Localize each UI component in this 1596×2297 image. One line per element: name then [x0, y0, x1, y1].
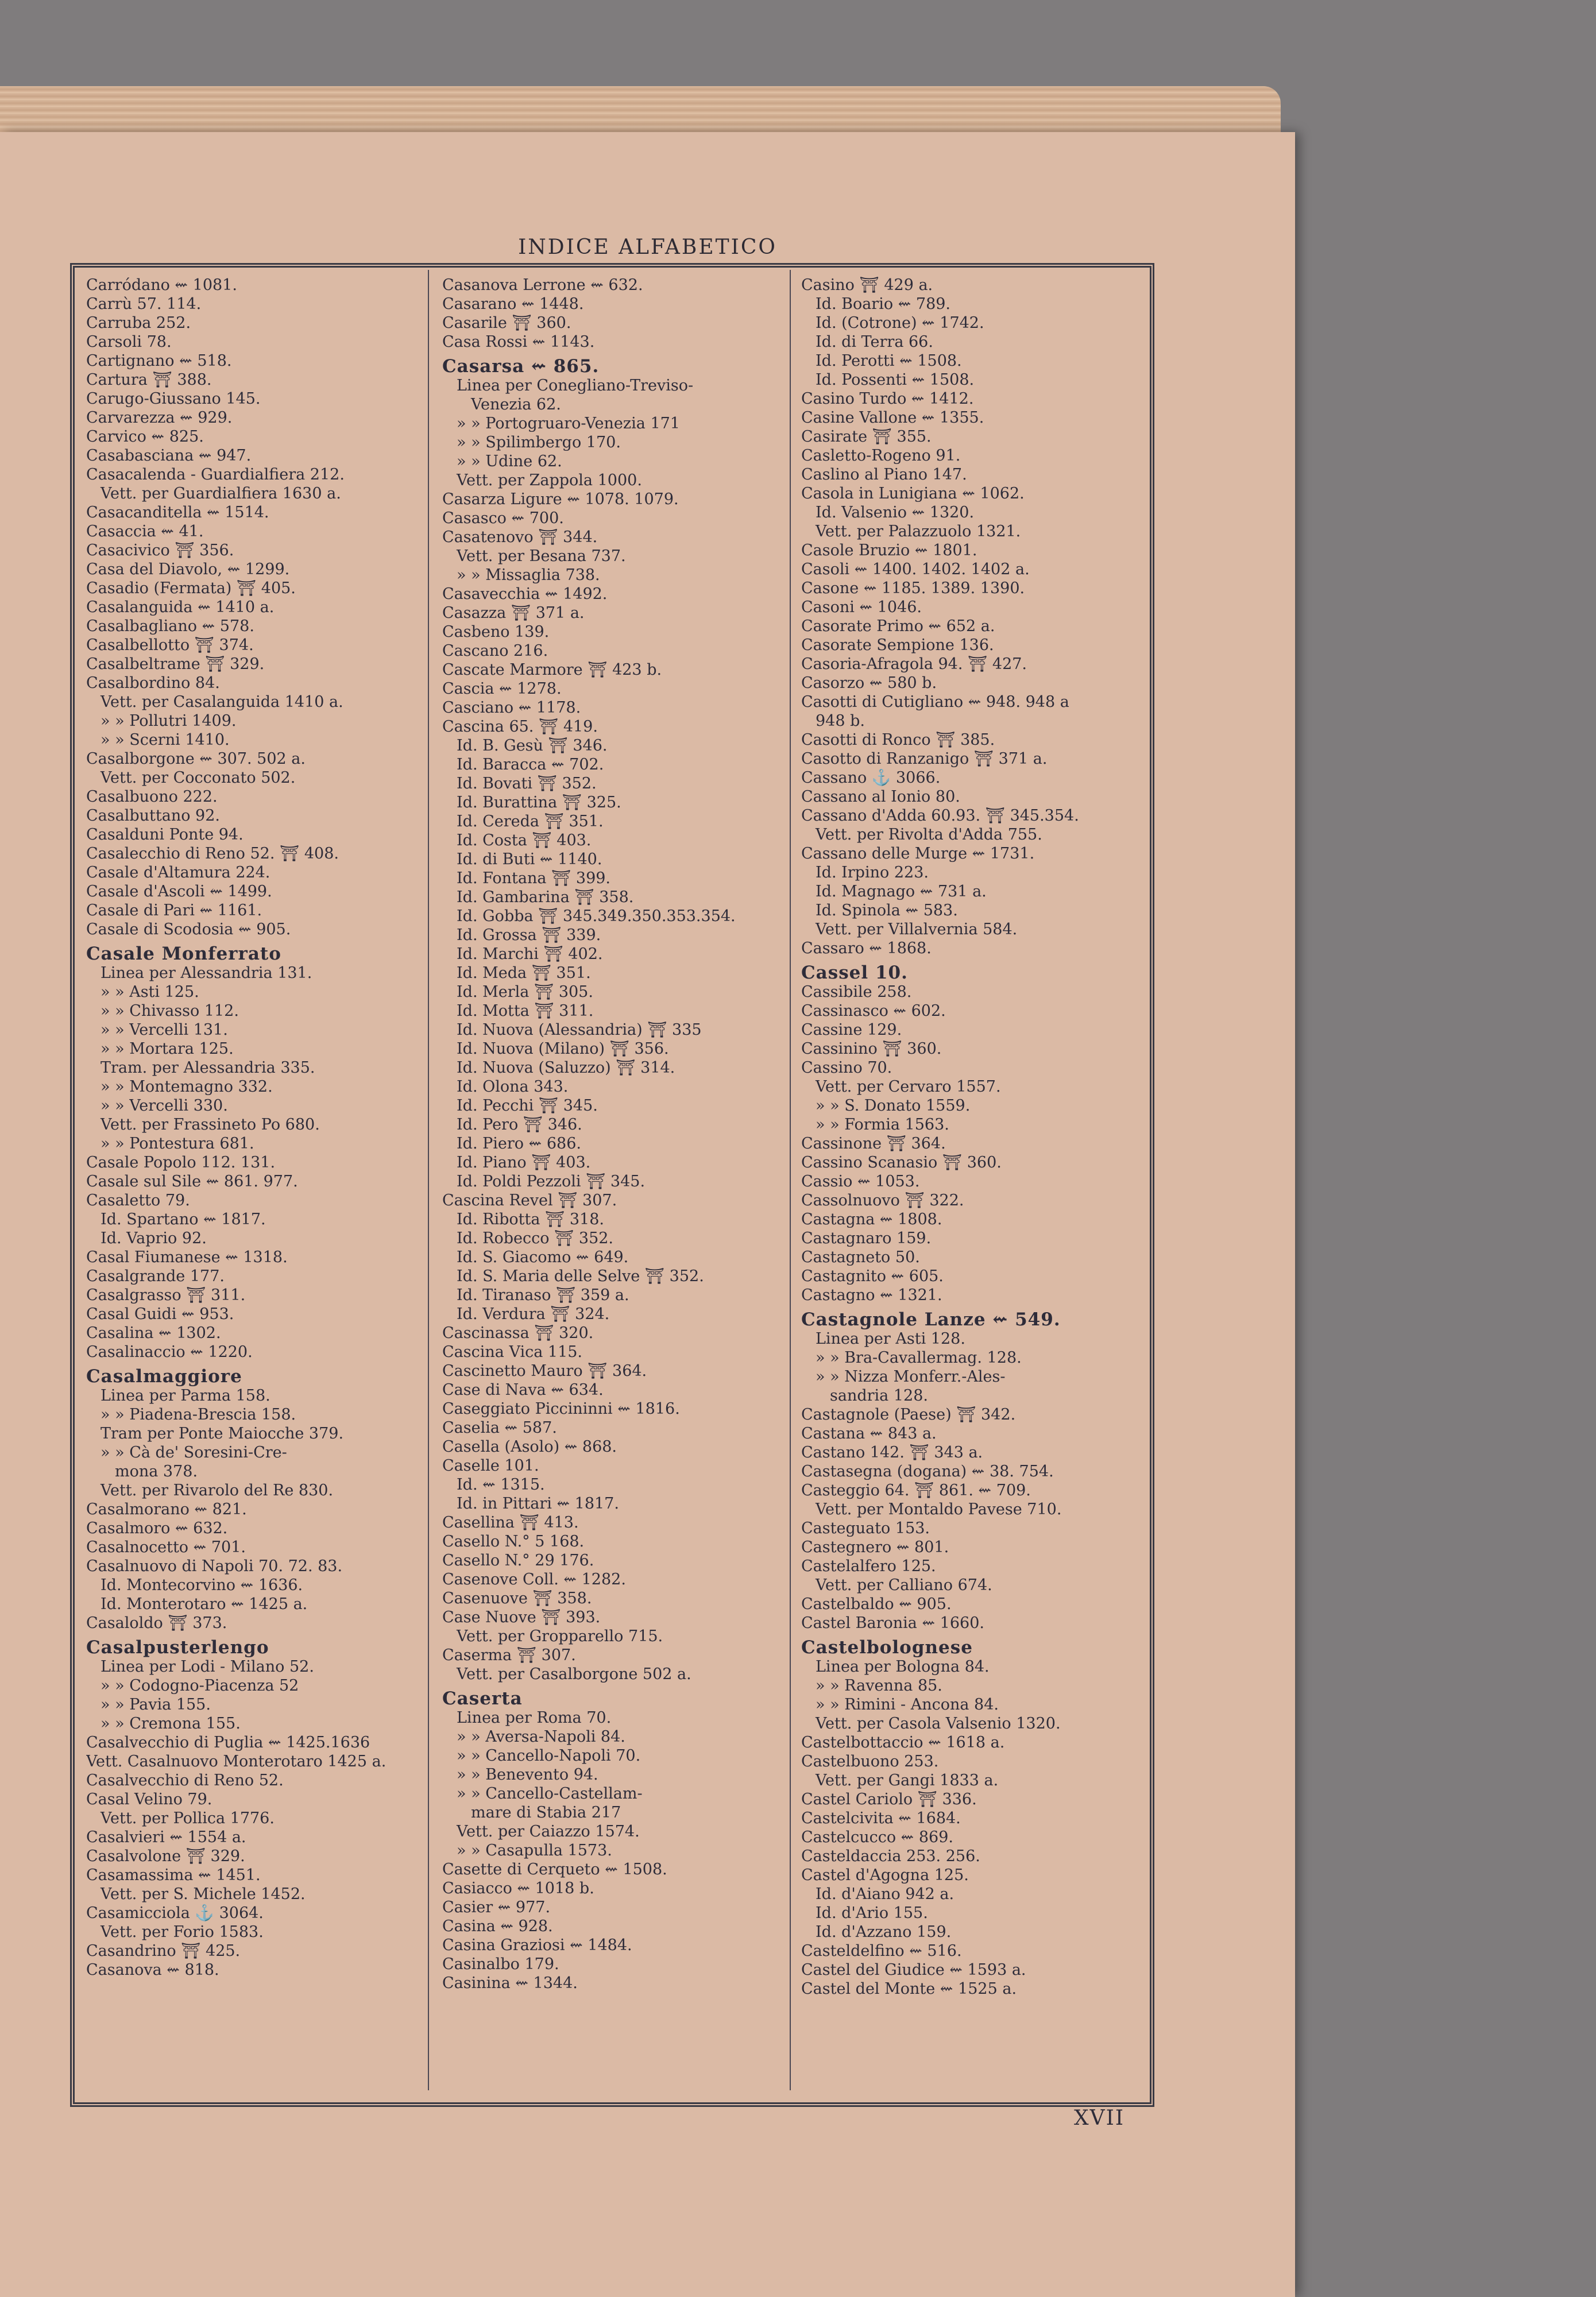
index-entry: Cassolnuovo ⛩ 322. [801, 1192, 964, 1209]
index-entry: » » Spilimbergo 170. [457, 434, 621, 451]
index-entry: Vett. per Cocconato 502. [101, 769, 296, 787]
index-entry: Casa del Diavolo, ⇜ 1299. [86, 560, 290, 578]
index-entry: Id. Meda ⛩ 351. [457, 964, 591, 982]
index-entry: » » Scerni 1410. [101, 731, 230, 749]
index-entry: Id. Cereda ⛩ 351. [457, 813, 604, 830]
index-entry: Carvico ⇜ 825. [86, 428, 204, 446]
index-entry: Casoli ⇜ 1400. 1402. 1402 a. [801, 560, 1030, 578]
index-entry: Cascinassa ⛩ 320. [442, 1324, 594, 1342]
index-entry: Casacalenda - Guardialfiera 212. [86, 466, 345, 484]
index-column-2 [442, 276, 787, 2085]
index-entry: Casanova Lerrone ⇜ 632. [442, 276, 643, 294]
index-entry: Vett. per Besana 737. [457, 547, 626, 565]
index-entry: Casello N.° 5 168. [442, 1533, 585, 1550]
index-entry: Casteguato 153. [801, 1519, 930, 1537]
index-entry: Casteldelfino ⇜ 516. [801, 1942, 962, 1960]
index-entry: Casiacco ⇜ 1018 b. [442, 1880, 594, 1897]
index-entry: Castegnero ⇜ 801. [801, 1538, 949, 1556]
index-entry: Casarza Ligure ⇜ 1078. 1079. [442, 490, 679, 508]
index-entry: Casalborgone ⇜ 307. 502 a. [86, 750, 306, 768]
index-entry: Carsoli 78. [86, 333, 172, 351]
index-entry: Id. Possenti ⇜ 1508. [816, 371, 975, 389]
index-entry: Casalanguida ⇜ 1410 a. [86, 598, 275, 616]
index-entry: Casalbellotto ⛩ 374. [86, 636, 254, 654]
index-heading: Casale Monferrato [86, 945, 281, 964]
index-entry: Castel d'Agogna 125. [801, 1866, 969, 1884]
index-entry: Castagnole (Paese) ⛩ 342. [801, 1406, 1016, 1424]
index-entry: Casaccia ⇜ 41. [86, 523, 204, 540]
index-entry: » » Aversa-Napoli 84. [457, 1728, 625, 1746]
index-entry: Vett. per Zappola 1000. [457, 471, 642, 489]
index-entry: Castagnaro 159. [801, 1229, 932, 1247]
index-entry: Cassio ⇜ 1053. [801, 1173, 920, 1190]
index-entry: Casalnuovo di Napoli 70. 72. 83. [86, 1557, 343, 1575]
index-entry: Casletto-Rogeno 91. [801, 447, 961, 465]
index-entry: Caselle 101. [442, 1457, 539, 1475]
index-entry: Id. (Cotrone) ⇜ 1742. [816, 314, 984, 332]
index-entry: Id. Marchi ⛩ 402. [457, 945, 603, 963]
index-entry: Casella (Asolo) ⇜ 868. [442, 1438, 617, 1456]
index-entry: Casalduni Ponte 94. [86, 826, 244, 844]
index-entry: Casoria-Afragola 94. ⛩ 427. [801, 655, 1027, 673]
index-entry: Casteldaccia 253. 256. [801, 1847, 980, 1865]
index-entry: Carrù 57. 114. [86, 295, 202, 313]
index-entry: Carvarezza ⇜ 929. [86, 409, 233, 427]
index-entry: » » Casapulla 1573. [457, 1842, 612, 1859]
index-entry: Id. Spartano ⇜ 1817. [101, 1211, 266, 1228]
index-entry: Cascina Revel ⛩ 307. [442, 1192, 617, 1209]
index-entry: Vett. per Caiazzo 1574. [457, 1823, 640, 1840]
index-entry: Vett. per Pollica 1776. [101, 1809, 275, 1827]
index-entry: Linea per Parma 158. [101, 1387, 270, 1405]
index-entry: Casalvieri ⇜ 1554 a. [86, 1828, 246, 1846]
index-entry: Cascano 216. [442, 642, 548, 660]
index-entry: Id. Irpino 223. [816, 864, 929, 881]
index-heading: Castelbolognese [801, 1638, 973, 1657]
index-entry: Casinina ⇜ 1344. [442, 1974, 578, 1992]
index-column-3 [801, 276, 1146, 2085]
index-entry: Id. Pecchi ⛩ 345. [457, 1097, 598, 1115]
index-entry: Casalecchio di Reno 52. ⛩ 408. [86, 845, 339, 863]
index-entry: Id. Poldi Pezzoli ⛩ 345. [457, 1173, 646, 1190]
index-entry: Casalbuttano 92. [86, 807, 220, 825]
index-entry: Casola in Lunigiana ⇜ 1062. [801, 485, 1025, 502]
index-entry: » » Formia 1563. [816, 1116, 949, 1134]
index-entry: » » Portogruaro-Venezia 171 [457, 415, 680, 432]
index-entry: Vett. per Villalvernia 584. [816, 921, 1018, 938]
index-entry: Casino Turdo ⇜ 1412. [801, 390, 974, 408]
index-entry: Cassano d'Adda 60.93. ⛩ 345.354. [801, 807, 1079, 825]
index-entry: Casale d'Altamura 224. [86, 864, 270, 881]
index-entry: Vett. per Gangi 1833 a. [816, 1772, 999, 1789]
index-entry: Casazza ⛩ 371 a. [442, 604, 585, 622]
index-entry: Casette di Cerqueto ⇜ 1508. [442, 1861, 667, 1878]
index-heading: Cassel 10. [801, 964, 908, 983]
index-entry: Id. Piano ⛩ 403. [457, 1154, 591, 1171]
index-entry: Case Nuove ⛩ 393. [442, 1608, 601, 1626]
index-entry: Casalvecchio di Reno 52. [86, 1772, 284, 1789]
index-entry: Id. Gobba ⛩ 345.349.350.353.354. [457, 907, 736, 925]
index-entry: Id. Olona 343. [457, 1078, 569, 1096]
index-entry: Casale di Pari ⇜ 1161. [86, 902, 262, 919]
index-entry: » » Asti 125. [101, 983, 199, 1001]
index-entry: Id. Fontana ⛩ 399. [457, 869, 611, 887]
index-entry: Castagno ⇜ 1321. [801, 1286, 942, 1304]
running-head: INDICE ALFABETICO [518, 235, 777, 259]
index-entry: » » Vercelli 330. [101, 1097, 228, 1115]
index-entry: Casandrino ⛩ 425. [86, 1942, 241, 1960]
index-entry: Casalbordino 84. [86, 674, 220, 692]
index-entry: Id. Valsenio ⇜ 1320. [816, 504, 975, 521]
index-entry: Cassinone ⛩ 364. [801, 1135, 946, 1153]
index-entry: Castagneto 50. [801, 1248, 920, 1266]
index-heading: Casalmaggiore [86, 1367, 242, 1386]
index-entry: » » Mortara 125. [101, 1040, 234, 1058]
index-entry: Castagna ⇜ 1808. [801, 1211, 942, 1228]
index-entry: sandria 128. [830, 1387, 928, 1405]
index-entry: Castel del Giudice ⇜ 1593 a. [801, 1961, 1026, 1979]
index-entry: Cascia ⇜ 1278. [442, 680, 562, 698]
index-entry: Casina ⇜ 928. [442, 1917, 553, 1935]
index-entry: Casal Guidi ⇜ 953. [86, 1305, 234, 1323]
index-entry: Caselia ⇜ 587. [442, 1419, 557, 1437]
index-entry: Casina Graziosi ⇜ 1484. [442, 1936, 632, 1954]
index-entry: Casalgrasso ⛩ 311. [86, 1286, 246, 1304]
index-entry: Vett. per S. Michele 1452. [101, 1885, 306, 1903]
index-column-1 [86, 276, 431, 2085]
index-entry: Casatenovo ⛩ 344. [442, 528, 598, 546]
index-entry: » » Vercelli 131. [101, 1021, 228, 1039]
index-entry: Id. d'Ario 155. [816, 1904, 928, 1922]
index-entry: Casale sul Sile ⇜ 861. 977. [86, 1173, 298, 1190]
index-entry: Caseggiato Piccininni ⇜ 1816. [442, 1400, 680, 1418]
index-entry: » » Cancello-Castellam- [457, 1785, 643, 1803]
index-entry: Castano 142. ⛩ 343 a. [801, 1444, 983, 1461]
index-entry: Id. Boario ⇜ 789. [816, 295, 951, 313]
index-entry: Id. Spinola ⇜ 583. [816, 902, 958, 919]
index-heading: Casarsa ⇜ 865. [442, 357, 600, 376]
index-entry: Casalmoro ⇜ 632. [86, 1519, 228, 1537]
index-entry: Vett. per Rivarolo del Re 830. [101, 1482, 334, 1499]
index-entry: Casinalbo 179. [442, 1955, 559, 1973]
index-entry: Castasegna (dogana) ⇜ 38. 754. [801, 1463, 1054, 1480]
index-entry: Castelcivita ⇜ 1684. [801, 1809, 961, 1827]
index-entry: Castel del Monte ⇜ 1525 a. [801, 1980, 1017, 1998]
index-entry: Id. ⇜ 1315. [457, 1476, 545, 1494]
index-entry: Casirate ⛩ 355. [801, 428, 932, 446]
index-entry: Casalinaccio ⇜ 1220. [86, 1343, 253, 1361]
index-entry: Casalbagliano ⇜ 578. [86, 617, 254, 635]
index-entry: Casarile ⛩ 360. [442, 314, 571, 332]
index-entry: » » Rimini - Ancona 84. [816, 1696, 999, 1714]
index-entry: Cassano ⚓ 3066. [801, 769, 941, 787]
index-entry: Id. Montecorvino ⇜ 1636. [101, 1576, 303, 1594]
index-entry: Vett. per Guardialfiera 1630 a. [101, 485, 341, 502]
index-entry: Carugo-Giussano 145. [86, 390, 261, 408]
index-entry: » » Udine 62. [457, 453, 562, 470]
index-entry: Id. Nuova (Alessandria) ⛩ 335 [457, 1021, 702, 1039]
index-entry: » » Codogno-Piacenza 52 [101, 1677, 299, 1695]
index-entry: Casale Popolo 112. 131. [86, 1154, 276, 1171]
index-entry: Id. B. Gesù ⛩ 346. [457, 737, 608, 755]
index-entry: Castagnito ⇜ 605. [801, 1267, 944, 1285]
index-entry: Castel Cariolo ⛩ 336. [801, 1791, 977, 1808]
index-entry: Casenuove ⛩ 358. [442, 1590, 592, 1607]
index-entry: » » Pavia 155. [101, 1696, 211, 1714]
index-entry: Cartura ⛩ 388. [86, 371, 212, 389]
index-entry: Id. Perotti ⇜ 1508. [816, 352, 962, 370]
index-entry: Tram. per Alessandria 335. [101, 1059, 315, 1077]
index-entry: Id. Grossa ⛩ 339. [457, 926, 601, 944]
index-entry: Cassaro ⇜ 1868. [801, 939, 932, 957]
index-entry: Casone ⇜ 1185. 1389. 1390. [801, 579, 1025, 597]
index-entry: Id. Vaprio 92. [101, 1229, 207, 1247]
index-entry: » » Missaglia 738. [457, 566, 600, 584]
index-entry: Casalbeltrame ⛩ 329. [86, 655, 265, 673]
index-entry: Casamassima ⇜ 1451. [86, 1866, 261, 1884]
index-entry: Caslino al Piano 147. [801, 466, 967, 484]
index-entry: » » Chivasso 112. [101, 1002, 239, 1020]
index-entry: Casaloldo ⛩ 373. [86, 1614, 227, 1632]
index-entry: Id. Ribotta ⛩ 318. [457, 1211, 604, 1228]
index-entry: Vett. per Frassineto Po 680. [101, 1116, 320, 1134]
index-heading: Casalpusterlengo [86, 1638, 269, 1657]
index-entry: Casaletto 79. [86, 1192, 190, 1209]
index-entry: Casamicciola ⚓ 3064. [86, 1904, 264, 1922]
index-entry: Casorzo ⇜ 580 b. [801, 674, 937, 692]
index-entry: Vett. per Rivolta d'Adda 755. [816, 826, 1042, 844]
index-entry: Casavecchia ⇜ 1492. [442, 585, 608, 603]
index-entry: Casal Fiumanese ⇜ 1318. [86, 1248, 288, 1266]
index-entry: » » Cà de' Soresini-Cre- [101, 1444, 287, 1461]
index-entry: Casal Velino 79. [86, 1791, 212, 1808]
index-entry: mona 378. [115, 1463, 198, 1480]
index-entry: Casello N.° 29 176. [442, 1552, 594, 1569]
index-entry: Casanova ⇜ 818. [86, 1961, 219, 1979]
index-entry: Linea per Bologna 84. [816, 1658, 990, 1676]
index-entry: Cartignano ⇜ 518. [86, 352, 232, 370]
index-entry: Id. Merla ⛩ 305. [457, 983, 593, 1001]
index-entry: Vett. per Palazzuolo 1321. [816, 523, 1021, 540]
index-entry: Casotti di Ronco ⛩ 385. [801, 731, 995, 749]
index-entry: » » Benevento 94. [457, 1766, 598, 1784]
index-entry: Casa Rossi ⇜ 1143. [442, 333, 595, 351]
index-entry: Vett. per Casalborgone 502 a. [457, 1665, 691, 1683]
index-entry: » » S. Donato 1559. [816, 1097, 971, 1115]
index-entry: Vett. per Montaldo Pavese 710. [816, 1501, 1062, 1518]
index-entry: Id. Motta ⛩ 311. [457, 1002, 594, 1020]
index-entry: Cassibile 258. [801, 983, 912, 1001]
index-entry: Id. in Pittari ⇜ 1817. [457, 1495, 619, 1513]
index-entry: Id. Gambarina ⛩ 358. [457, 888, 634, 906]
index-entry: Cassine 129. [801, 1021, 902, 1039]
index-entry: Casalvolone ⛩ 329. [86, 1847, 245, 1865]
index-entry: Id. Bovati ⛩ 352. [457, 775, 597, 792]
index-entry: Cassino 70. [801, 1059, 892, 1077]
index-entry: Castelcucco ⇜ 869. [801, 1828, 953, 1846]
index-entry: Casoni ⇜ 1046. [801, 598, 922, 616]
index-entry: Id. S. Giacomo ⇜ 649. [457, 1248, 629, 1266]
index-entry: Id. Costa ⛩ 403. [457, 832, 592, 849]
index-heading: Castagnole Lanze ⇜ 549. [801, 1310, 1061, 1329]
index-entry: Casalbuono 222. [86, 788, 218, 806]
index-entry: Carródano ⇜ 1081. [86, 276, 237, 294]
index-entry: » » Nizza Monferr.-Ales- [816, 1368, 1006, 1386]
index-entry: Id. Baracca ⇜ 702. [457, 756, 604, 774]
index-entry: » » Pontestura 681. [101, 1135, 254, 1153]
index-entry: Id. Piero ⇜ 686. [457, 1135, 581, 1153]
index-entry: Vett. Casalnuovo Monterotaro 1425 a. [86, 1753, 387, 1770]
index-entry: Cassano al Ionio 80. [801, 788, 960, 806]
index-entry: Casalmorano ⇜ 821. [86, 1501, 247, 1518]
index-entry: Id. Magnago ⇜ 731 a. [816, 883, 987, 900]
index-entry: 948 b. [816, 712, 865, 730]
index-entry: » » Piadena-Brescia 158. [101, 1406, 296, 1424]
index-entry: Casotto di Ranzanigo ⛩ 371 a. [801, 750, 1048, 768]
index-entry: Castelalfero 125. [801, 1557, 936, 1575]
index-entry: Id. Robecco ⛩ 352. [457, 1229, 614, 1247]
index-entry: Casine Vallone ⇜ 1355. [801, 409, 984, 427]
index-entry: Vett. per Calliano 674. [816, 1576, 992, 1594]
index-entry: Casteggio 64. ⛩ 861. ⇜ 709. [801, 1482, 1031, 1499]
index-entry: Casorate Primo ⇜ 652 a. [801, 617, 995, 635]
index-entry: Casacanditella ⇜ 1514. [86, 504, 269, 521]
index-entry: Casino ⛩ 429 a. [801, 276, 933, 294]
index-entry: Casotti di Cutigliano ⇜ 948. 948 a [801, 693, 1069, 711]
index-entry: Cascinetto Mauro ⛩ 364. [442, 1362, 647, 1380]
index-entry: Id. Burattina ⛩ 325. [457, 794, 621, 811]
index-entry: Linea per Asti 128. [816, 1330, 965, 1348]
index-entry: Linea per Conegliano-Treviso- [457, 377, 694, 395]
index-entry: Castel Baronia ⇜ 1660. [801, 1614, 984, 1632]
index-entry: Casabasciana ⇜ 947. [86, 447, 252, 465]
index-entry: Casacivico ⛩ 356. [86, 542, 234, 559]
index-entry: Venezia 62. [471, 396, 561, 413]
index-entry: Casalina ⇜ 1302. [86, 1324, 221, 1342]
page-number: XVII [1074, 2106, 1125, 2130]
index-entry: Vett. per Casola Valsenio 1320. [816, 1715, 1061, 1733]
index-entry: Casenove Coll. ⇜ 1282. [442, 1571, 626, 1588]
index-entry: Id. d'Aiano 942 a. [816, 1885, 954, 1903]
index-entry: Casalgrande 177. [86, 1267, 225, 1285]
index-entry: Id. S. Maria delle Selve ⛩ 352. [457, 1267, 704, 1285]
index-entry: Casellina ⛩ 413. [442, 1514, 579, 1532]
index-entry: Linea per Lodi - Milano 52. [101, 1658, 314, 1676]
index-entry: Casalnocetto ⇜ 701. [86, 1538, 246, 1556]
index-entry: Vett. per Cervaro 1557. [816, 1078, 1001, 1096]
index-entry: Id. d'Azzano 159. [816, 1923, 952, 1941]
index-entry: Id. di Terra 66. [816, 333, 933, 351]
index-entry: » » Montemagno 332. [101, 1078, 273, 1096]
index-entry: Casale di Scodosia ⇜ 905. [86, 921, 291, 938]
index-entry: Id. Verdura ⛩ 324. [457, 1305, 610, 1323]
index-entry: Id. Monterotaro ⇜ 1425 a. [101, 1595, 308, 1613]
index-entry: Castana ⇜ 843 a. [801, 1425, 937, 1443]
index-entry: Castelbottaccio ⇜ 1618 a. [801, 1734, 1005, 1751]
index-entry: Vett. per Casalanguida 1410 a. [101, 693, 343, 711]
index-entry: Cassano delle Murge ⇜ 1731. [801, 845, 1035, 863]
index-entry: » » Cancello-Napoli 70. [457, 1747, 641, 1765]
index-entry: » » Ravenna 85. [816, 1677, 942, 1695]
index-entry: Cascina 65. ⛩ 419. [442, 718, 598, 736]
index-entry: Casalvecchio di Puglia ⇜ 1425.1636 [86, 1734, 370, 1751]
index-entry: Casole Bruzio ⇜ 1801. [801, 542, 977, 559]
index-entry: Casarano ⇜ 1448. [442, 295, 584, 313]
index-entry: Cascina Vica 115. [442, 1343, 583, 1361]
index-entry: Id. Nuova (Milano) ⛩ 356. [457, 1040, 669, 1058]
index-entry: Vett. per Gropparello 715. [457, 1627, 663, 1645]
index-entry: Caserma ⛩ 307. [442, 1646, 576, 1664]
index-entry: » » Cremona 155. [101, 1715, 241, 1733]
index-entry: Id. di Buti ⇜ 1140. [457, 850, 602, 868]
index-entry: Casale d'Ascoli ⇜ 1499. [86, 883, 272, 900]
index-entry: Id. Tiranaso ⛩ 359 a. [457, 1286, 629, 1304]
column-rule [790, 270, 791, 2090]
index-entry: Cassinino ⛩ 360. [801, 1040, 942, 1058]
index-entry: Casier ⇜ 977. [442, 1898, 551, 1916]
index-entry: Linea per Roma 70. [457, 1709, 612, 1727]
index-entry: Id. Nuova (Saluzzo) ⛩ 314. [457, 1059, 675, 1077]
index-entry: Cassinasco ⇜ 602. [801, 1002, 946, 1020]
index-entry: Castelbaldo ⇜ 905. [801, 1595, 952, 1613]
index-heading: Caserta [442, 1689, 523, 1708]
index-entry: Casciano ⇜ 1178. [442, 699, 581, 717]
index-entry: Casasco ⇜ 700. [442, 509, 564, 527]
index-entry: Id. Pero ⛩ 346. [457, 1116, 582, 1134]
index-entry: mare di Stabia 217 [471, 1804, 621, 1822]
index-entry: Cassino Scanasio ⛩ 360. [801, 1154, 1002, 1171]
index-entry: Carruba 252. [86, 314, 191, 332]
index-entry: Casbeno 139. [442, 623, 550, 641]
index-entry: Tram per Ponte Maiocche 379. [101, 1425, 344, 1443]
index-entry: Casadio (Fermata) ⛩ 405. [86, 579, 296, 597]
index-entry: » » Pollutri 1409. [101, 712, 237, 730]
index-entry: » » Bra-Cavallermag. 128. [816, 1349, 1022, 1367]
index-entry: Castelbuono 253. [801, 1753, 939, 1770]
index-entry: Linea per Alessandria 131. [101, 964, 312, 982]
index-entry: Casorate Sempione 136. [801, 636, 994, 654]
index-entry: Cascate Marmore ⛩ 423 b. [442, 661, 662, 679]
index-entry: Vett. per Forio 1583. [101, 1923, 264, 1941]
index-entry: Case di Nava ⇜ 634. [442, 1381, 604, 1399]
